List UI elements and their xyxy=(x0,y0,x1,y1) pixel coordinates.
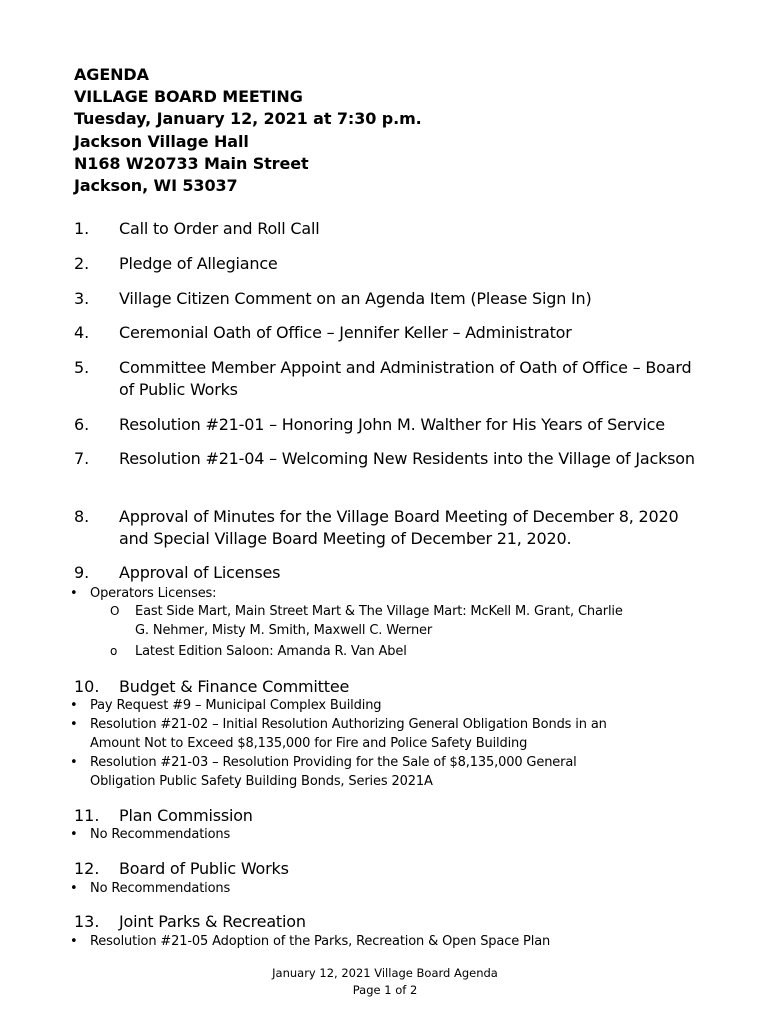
item-number: 8. xyxy=(74,507,90,526)
bullet-icon: • xyxy=(70,717,78,732)
bullet-icon: • xyxy=(70,881,78,896)
item-number: 9. xyxy=(74,563,90,582)
open-circle-bullet-icon: o xyxy=(110,644,118,658)
item-title: Resolution #21-04 – Welcoming New Residents into the Village of Jackson xyxy=(119,449,695,468)
item-number: 4. xyxy=(74,323,90,342)
item-title: Budget & Finance Committee xyxy=(119,677,350,696)
bullet-text: Pay Request #9 – Municipal Complex Building xyxy=(90,698,382,713)
bullet-icon: • xyxy=(70,755,78,770)
item-title: Approval of Licenses xyxy=(119,563,281,582)
bullet-icon: • xyxy=(70,698,78,713)
bullet-text: Resolution #21-05 Adoption of the Parks, Recreation & Open Space Plan xyxy=(90,934,551,949)
bullet-icon: • xyxy=(70,934,78,949)
open-circle-bullet-icon: O xyxy=(110,604,120,618)
item-title: Plan Commission xyxy=(119,806,253,825)
item-number: 1. xyxy=(74,219,90,238)
item-title: Committee Member Appoint and Administration of Oath of Office – Board of Public Works xyxy=(119,358,692,399)
item-title: Approval of Minutes for the Village Board Meeting of December 8, 2020 and Special Village Board Meeting of December 21, 2020. xyxy=(119,507,679,548)
header-title: AGENDA xyxy=(74,65,149,84)
item-title: Village Citizen Comment on an Agenda Item (Please Sign In) xyxy=(119,289,592,308)
item-number: 11. xyxy=(74,806,100,825)
header-location: Jackson Village Hall xyxy=(74,131,249,151)
item-title: Resolution #21-01 – Honoring John M. Walther for His Years of Service xyxy=(119,415,665,434)
header-meeting-name: VILLAGE BOARD MEETING xyxy=(74,87,303,107)
bullet-icon: • xyxy=(70,827,78,842)
header-city: Jackson, WI 53037 xyxy=(74,176,238,196)
item-number: 3. xyxy=(74,289,90,308)
item-number: 10. xyxy=(74,677,100,696)
item-title: Ceremonial Oath of Office – Jennifer Keller – Administrator xyxy=(119,323,572,342)
header-street: N168 W20733 Main Street xyxy=(74,153,309,173)
item-title: Board of Public Works xyxy=(119,859,289,878)
item-title: Pledge of Allegiance xyxy=(119,254,278,273)
bullet-text: No Recommendations xyxy=(90,827,231,842)
bullet-text: Resolution #21-03 – Resolution Providing for the Sale of $8,135,000 General Obligation Public Safety Building Bonds, Series 2021A xyxy=(90,755,577,789)
footer-document-title: January 12, 2021 Village Board Agenda xyxy=(272,966,498,980)
page-footer xyxy=(0,965,770,999)
header-date-time: Tuesday, January 12, 2021 at 7:30 p.m. xyxy=(74,109,422,129)
sub-bullet-text: East Side Mart, Main Street Mart & The Village Mart: McKell M. Grant, Charlie G. Nehmer, Misty M. Smith, Maxwell C. Werner xyxy=(135,604,623,638)
bullet-icon: • xyxy=(70,586,78,601)
item-number: 12. xyxy=(74,859,100,878)
footer-page-number: Page 1 of 2 xyxy=(352,983,418,997)
item-number: 13. xyxy=(74,912,100,931)
item-number: 2. xyxy=(74,254,90,273)
item-title: Call to Order and Roll Call xyxy=(119,219,320,238)
item-number: 5. xyxy=(74,358,90,377)
bullet-text: No Recommendations xyxy=(90,881,231,896)
item-title: Joint Parks & Recreation xyxy=(119,912,306,931)
bullet-text: Operators Licenses: xyxy=(90,586,217,601)
item-number: 7. xyxy=(74,449,90,468)
item-number: 6. xyxy=(74,415,90,434)
bullet-text: Resolution #21-02 – Initial Resolution Authorizing General Obligation Bonds in an Amount Not to Exceed $8,135,000 for Fire and Police Safety Building xyxy=(90,717,607,751)
agenda-header xyxy=(74,64,422,197)
sub-bullet-text: Latest Edition Saloon: Amanda R. Van Abel xyxy=(135,644,407,659)
